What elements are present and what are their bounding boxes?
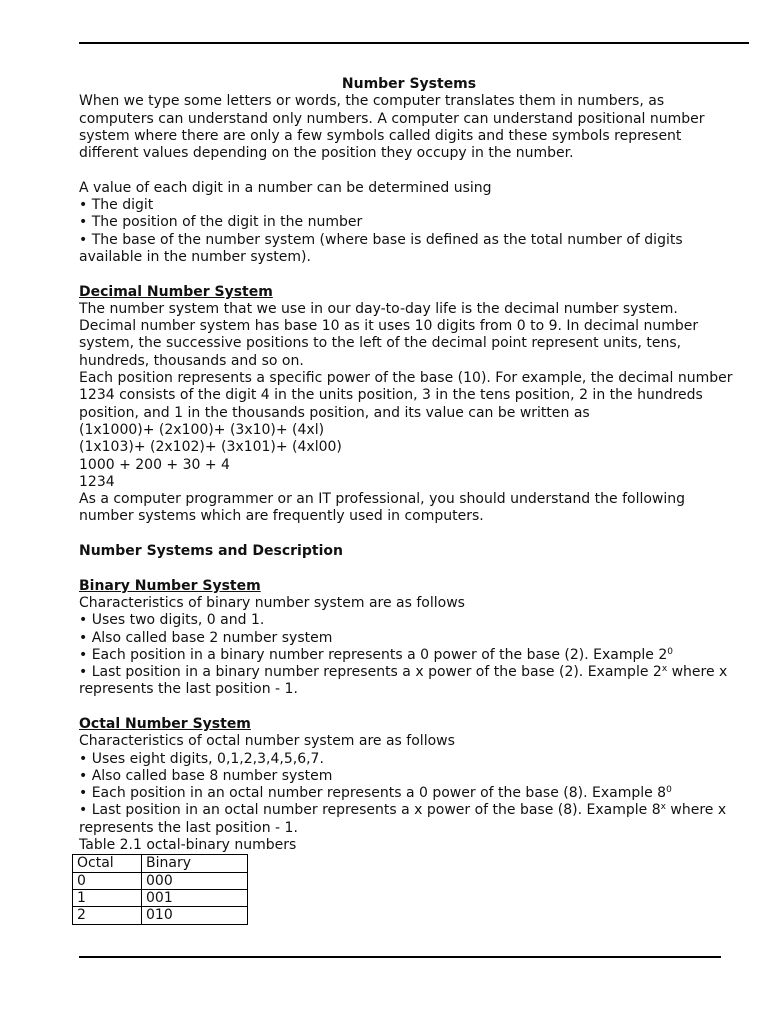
octal-heading: Octal Number System (79, 715, 251, 732)
table-caption: Table 2.1 octal-binary numbers (79, 837, 297, 854)
octal-bullet-text: • Last position in an octal number represents a x power of the base (8). Example 8 (79, 802, 661, 819)
table-cell: 2 (73, 907, 142, 924)
decimal-expansion-line: (1x1000)+ (2x100)+ (3x10)+ (4xl) (79, 421, 325, 438)
superscript: x (660, 802, 666, 813)
systems-heading: Number Systems and Description (79, 543, 343, 560)
spacer (79, 560, 739, 577)
decimal-expansion-line: 1000 + 200 + 30 + 4 (79, 456, 230, 473)
value-lead-text: A value of each digit in a number can be determined using (79, 179, 492, 196)
table-row (73, 872, 248, 889)
binary-lead-text: Characteristics of binary number system are as follows (79, 594, 465, 611)
spacer (79, 699, 739, 716)
bottom-rule (79, 956, 721, 958)
octal-bullet (79, 802, 739, 837)
table-row (73, 889, 248, 906)
octal-lead-text: Characteristics of octal number system are as follows (79, 733, 455, 750)
binary-bullet-text: • Each position in a binary number represents a 0 power of the base (2). Example 2 (79, 646, 668, 663)
decimal-expansion-line: (1x103)+ (2x102)+ (3x101)+ (4xl00) (79, 439, 342, 456)
document-page (79, 76, 739, 925)
table-header-row (73, 855, 248, 872)
bullet-item: • The position of the digit in the number (79, 214, 363, 231)
binary-bullet-text: where x represents the last position - 1. (79, 664, 728, 698)
table-cell: 010 (142, 907, 248, 924)
bullet-item: • The base of the number system (where base is defined as the total number of digits available in the number system). (79, 231, 683, 265)
decimal-paragraph: As a computer programmer or an IT professional, you should understand the following number systems which are frequently used in computers. (79, 491, 686, 525)
octal-bullet: • Also called base 8 number system (79, 767, 333, 784)
superscript: x (661, 664, 668, 675)
table-header-cell: Binary (142, 855, 248, 872)
top-rule (79, 42, 749, 44)
binary-bullet: • Also called base 2 number system (79, 629, 333, 646)
spacer (79, 266, 739, 283)
table-header-cell: Octal (73, 855, 142, 872)
octal-binary-table (72, 854, 248, 924)
decimal-paragraph: The number system that we use in our day-to-day life is the decimal number system. Decimal number system has base 10 as it uses 10 digits from 0 to 9. In decimal number system, the successive positions to the left of the decimal point represent units, tens, hundreds, thousands and so on. (79, 300, 699, 369)
table-row (73, 907, 248, 924)
octal-bullet (79, 785, 739, 802)
spacer (79, 526, 739, 543)
spacer (79, 162, 739, 179)
decimal-paragraph: Each position represents a specific power of the base (10). For example, the decimal number 1234 consists of the digit 4 in the units position, 3 in the tens position, 2 in the hundreds position, and 1 in the thousands position, and its value can be written as (79, 370, 733, 421)
binary-bullet (79, 664, 739, 699)
decimal-expansion-line: 1234 (79, 473, 115, 490)
binary-bullet (79, 647, 739, 664)
table-cell: 0 (73, 872, 142, 889)
decimal-heading: Decimal Number System (79, 283, 273, 300)
superscript: 0 (666, 785, 672, 796)
bullet-item: • The digit (79, 197, 154, 214)
octal-bullet-text: • Each position in an octal number represents a 0 power of the base (8). Example 8 (79, 785, 667, 802)
binary-bullet: • Uses two digits, 0 and 1. (79, 612, 265, 629)
octal-bullet-text: where x represents the last position - 1. (79, 802, 727, 836)
table-cell: 001 (142, 889, 248, 906)
binary-bullet-text: • Last position in a binary number represents a x power of the base (2). Example 2 (79, 664, 662, 681)
table-cell: 000 (142, 872, 248, 889)
binary-heading: Binary Number System (79, 577, 261, 594)
page-title: Number Systems (341, 76, 477, 92)
intro-paragraph: When we type some letters or words, the computer translates them in numbers, as computers can understand only numbers. A computer can understand positional number system where there are only a few symbols called digits and these symbols represent different values depending on the position they occupy in the number. (79, 93, 705, 162)
octal-bullet: • Uses eight digits, 0,1,2,3,4,5,6,7. (79, 750, 324, 767)
superscript: 0 (667, 646, 673, 657)
table-cell: 1 (73, 889, 142, 906)
